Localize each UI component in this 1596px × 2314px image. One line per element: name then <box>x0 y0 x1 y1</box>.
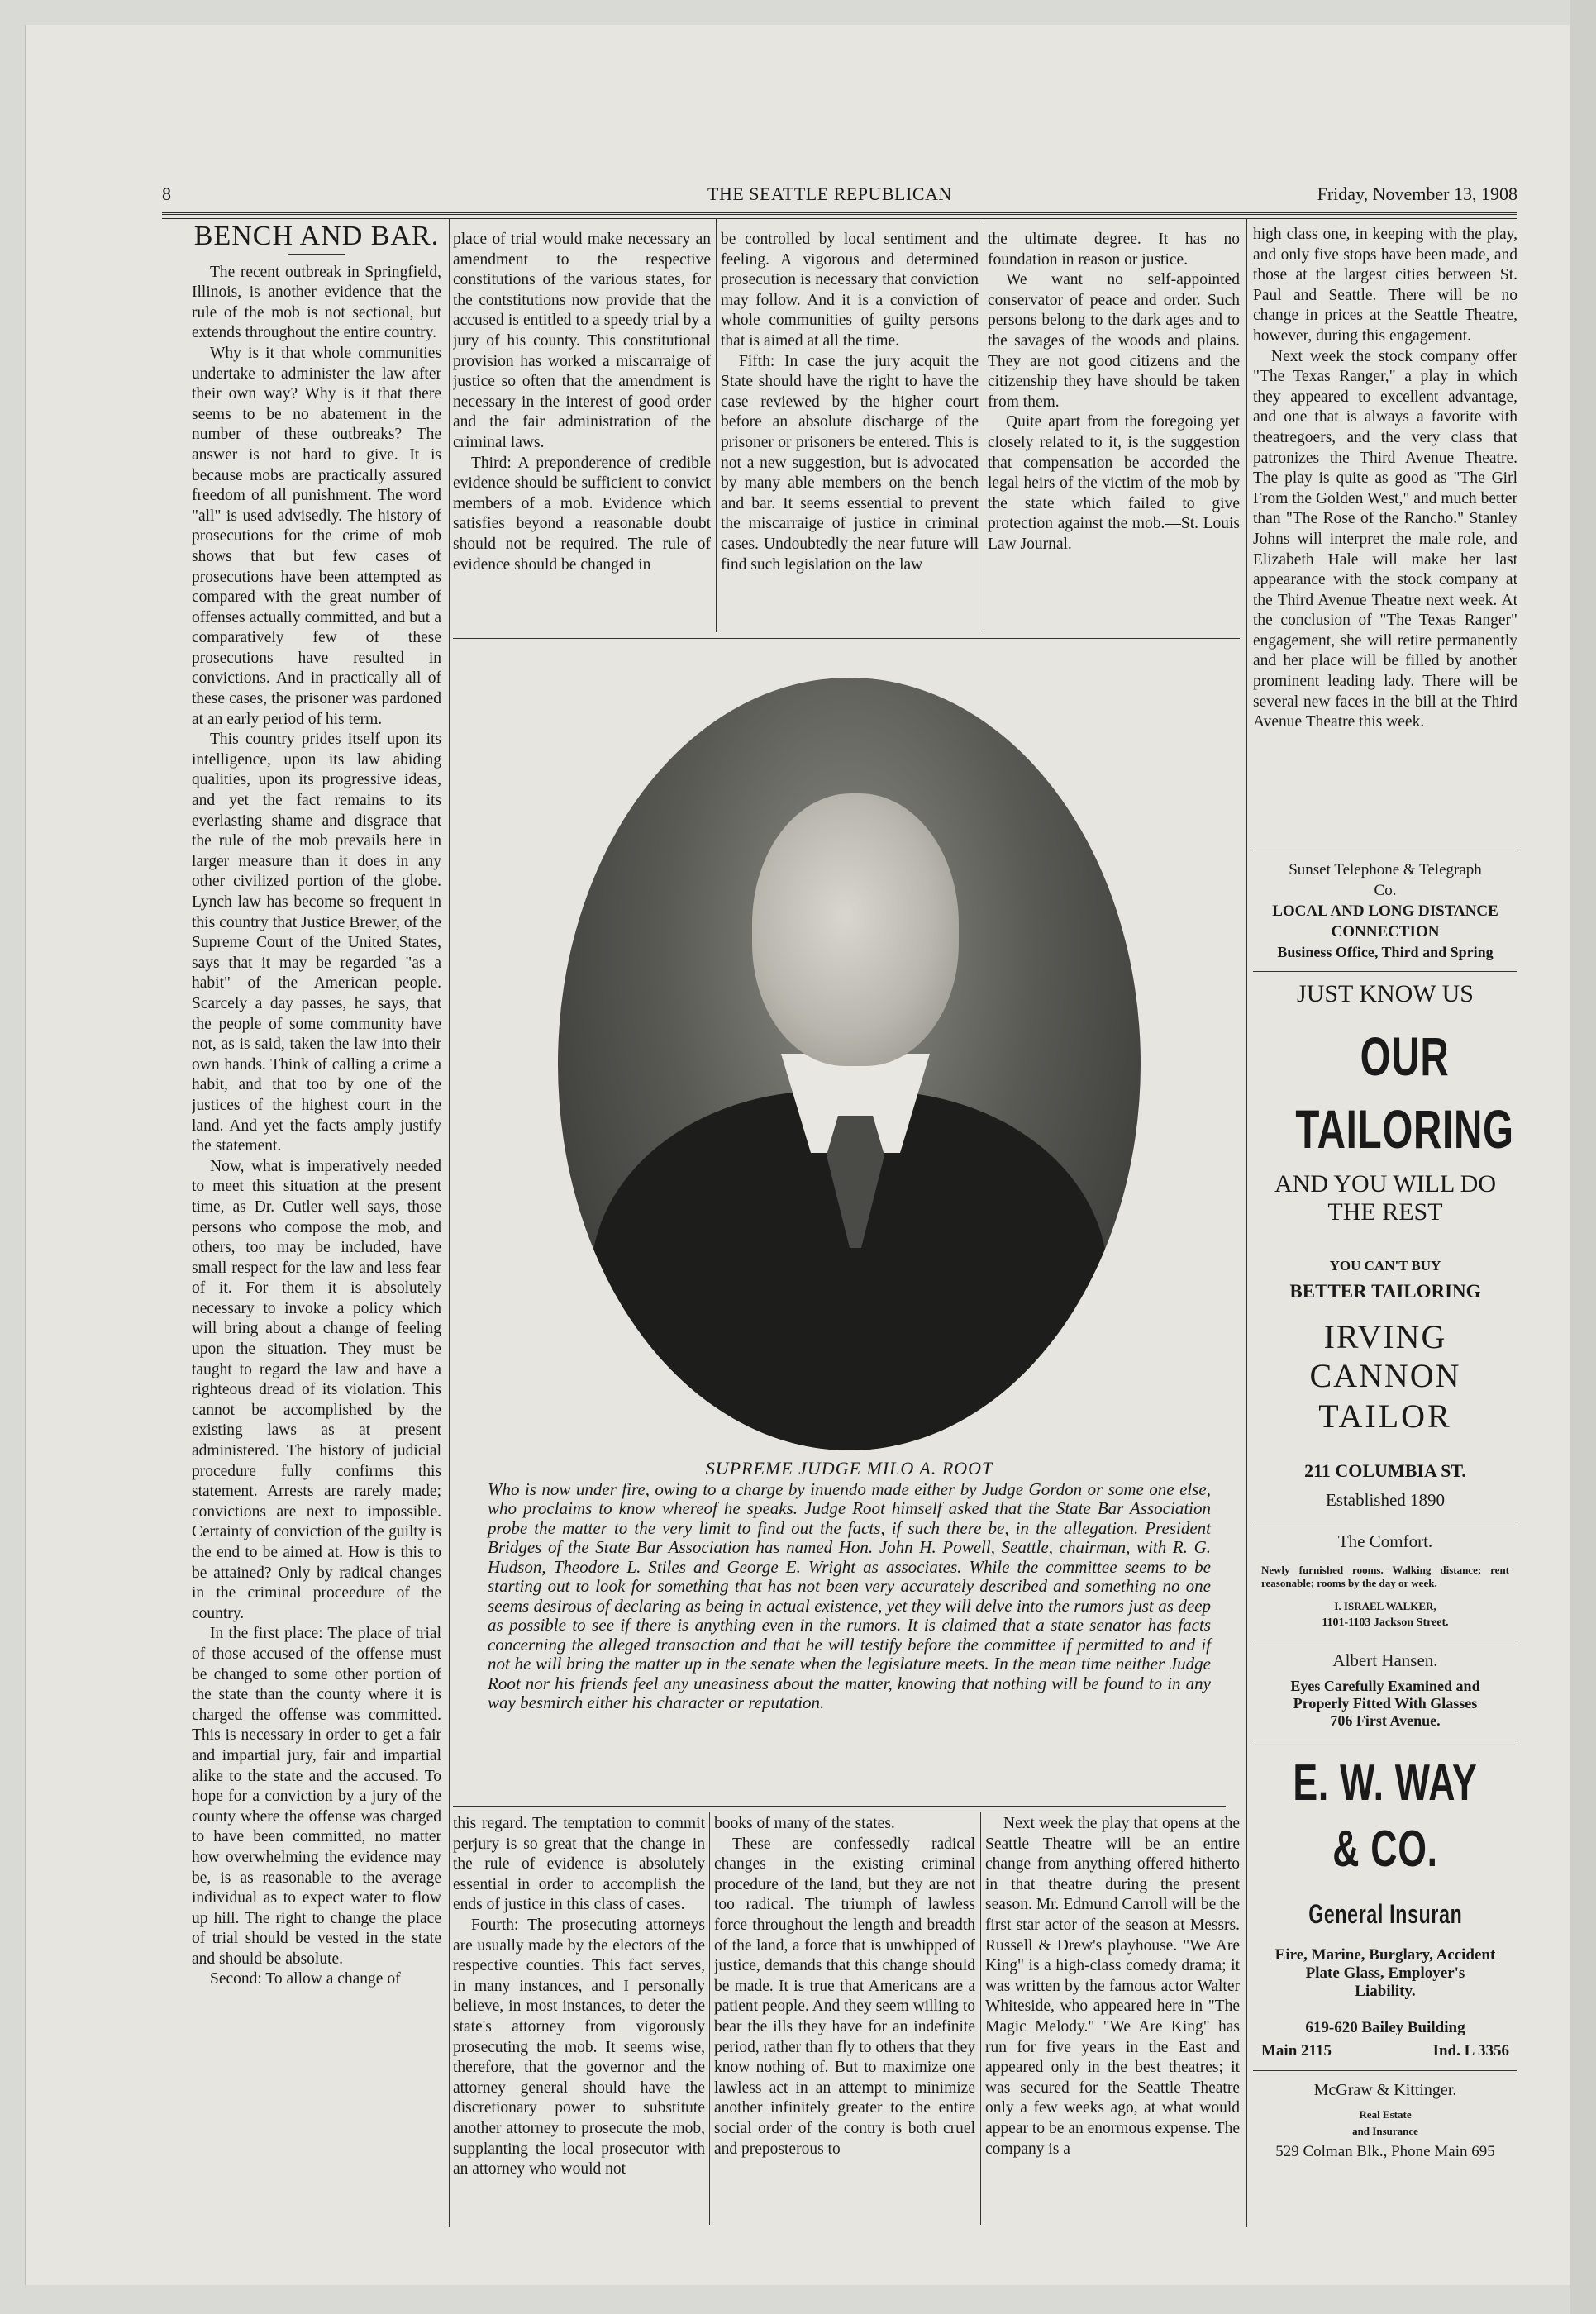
ad-line: IRVING CANNON <box>1309 1318 1461 1394</box>
ads-column <box>1253 859 1517 2161</box>
portrait-caption <box>488 1459 1211 1713</box>
caption-text: Who is now under fire, owing to a charge by inuendo made either by Judge Gordon or some one else, who proclaims to know whereof he speaks. Judge Root himself asked that the State Bar Association probe the matter to the very limit to find out the facts, if such there be, in the allegation. President Bridges of the State Bar Association has named Hon. John H. Powell, Seattle, chairman, with R. G. Hudson, Theodore L. Stiles and George E. Wright as associates. While the committee seems to be starting out to look for something that has not been very accurately described and something no one seems desirous of declaring as being in actual existence, yet they will delve into the rumors just as deep as possible to see if there is anything even in the rumors. It is claimed that a state senator has facts concerning the alleged transaction and that he will testify before the committee if permitted to and if not he will bring the matter up in the senate when the legislature meets. In the mean time neither Judge Root nor his friends feel any uneasiness about the matter, knowing that nothing will be found to in any way besmirch either his character or reputation. <box>488 1478 1211 1712</box>
ad-line: 619-620 Bailey Building <box>1305 2019 1465 2036</box>
newspaper-title: THE SEATTLE REPUBLICAN <box>707 183 952 204</box>
ad-line: 706 First Avenue. <box>1330 1712 1441 1729</box>
paragraph: Next week the play that opens at the Seattle Theatre will be an entire change from anything offered hitherto in that theatre during the present season. Mr. Edmund Carroll will be the first star actor of the season at Messrs. Russell & Drew's playhouse. "We Are King" is a high-class comedy drama; it was written by the famous actor Walter Whiteside, who appeared here in "The Magic Melody." "We Are King" has run for five years in the East and appeared only in the best theatres; it was secured for the Seattle Theatre only a few weeks ago, at what would appear to be an enormous expense. The company is a <box>985 1815 1240 2158</box>
ad-headline: OUR TAILORING <box>1295 1026 1514 1159</box>
page-number: 8 <box>162 183 171 204</box>
ad-line: BETTER TAILORING <box>1289 1281 1481 1302</box>
ad-irving-cannon-tailor <box>1253 980 1517 1511</box>
article-headline: BENCH AND BAR. <box>193 221 440 251</box>
paragraph: books of many of the states. <box>714 1815 895 1832</box>
paragraph: the ultimate degree. It has no foundation in reason or justice. <box>988 231 1240 269</box>
ad-rule <box>1253 2070 1517 2071</box>
masthead-rule <box>162 212 1517 219</box>
ad-phone: Main 2115 <box>1261 2042 1332 2059</box>
ad-line: Liability. <box>1355 1983 1416 2000</box>
ad-line: I. ISRAEL WALKER, <box>1334 1600 1436 1612</box>
ad-mcgraw-kittinger <box>1253 2081 1517 2161</box>
ad-line: Newly furnished rooms. Walking distance; rent reasonable; rooms by the day or week. <box>1261 1564 1509 1589</box>
ad-line: 1101-1103 Jackson Street. <box>1322 1616 1449 1629</box>
ad-headline: General Insuran <box>1308 1899 1463 1929</box>
ad-line: Real Estate <box>1359 2108 1412 2121</box>
ad-title: The Comfort. <box>1337 1531 1433 1551</box>
ad-line: Business Office, Third and Spring <box>1277 944 1494 960</box>
ad-line: JUST KNOW US <box>1297 980 1474 1007</box>
ad-headline: E. W. WAY & CO. <box>1293 1755 1478 1878</box>
column-rule <box>449 219 450 2227</box>
caption-title: SUPREME JUDGE MILO A. ROOT <box>705 1458 993 1478</box>
paragraph: We want no self-appointed conservator of peace and order. Such persons belong to the dark ages and to the savages of the woods and plains. They are not good citizens and the citizenship they have should be taken from them. <box>988 271 1240 411</box>
ad-ew-way <box>1253 1750 1517 2060</box>
column-1 <box>192 221 441 2226</box>
paragraph: Second: To allow a change of <box>210 1970 401 1988</box>
portrait-face <box>752 793 959 1066</box>
masthead <box>162 183 1517 207</box>
paragraph: Fourth: The prosecuting attorneys are usually made by the electors of the respective counties. This fact serves, in many instances, and I personally believe, in most instances, to deter the state's attorney from vigorously prosecuting the mob. It seems wise, therefore, that the governor and the attorney general should have the discretionary power to substitute another attorney to prosecute the mob, supplanting the local prosecutor with an attorney who would not <box>453 1916 705 2178</box>
section-rule <box>453 1806 1226 1807</box>
ad-line: and Insurance <box>1352 2125 1418 2137</box>
ad-phone: Ind. L 3356 <box>1432 2042 1509 2059</box>
column-rule <box>709 1812 710 2225</box>
ad-line: LOCAL AND LONG DISTANCE <box>1272 902 1498 920</box>
ad-line: 211 COLUMBIA ST. <box>1304 1460 1466 1481</box>
paragraph: be controlled by local sentiment and feeling. A vigorous and determined prosecution is necessary that conviction may follow. And it is a conviction of whole communities of guilty persons that is aimed at all the time. <box>721 231 979 350</box>
ad-albert-hansen <box>1253 1650 1517 1730</box>
column-3-top <box>721 230 979 635</box>
ad-line: THE REST <box>1327 1198 1443 1226</box>
paragraph: In the first place: The place of trial of those accused of the offense must be changed to some other portion of the state than the county where it is charged the offense was committed. This is necessary in order to get a fair and impartial jury, fair and impartial alike to the state and the accused. To hope for a conviction by a jury of the county where the offense was charged to have been committed, no matter how overwhelming the evidence may be, is as reasonable to the average individual as to expect water to flow up hill. The right to change the place of trial should be vested in the state and should be absolute. <box>192 1625 441 1968</box>
ad-line: YOU CAN'T BUY <box>1329 1258 1441 1274</box>
paragraph: These are confessedly radical changes in the existing criminal procedure of the land, but they are not too radical. The triumph of lawless force throughout the length and breadth of the land, a force that is unwhipped of justice, demands that this change should be made. It is true that Americans are a patient people. And they seem willing to bear the ills they have for an indefinite period, rather than fly to others that they know nothing of. But to maximize one lawless act in an attempt to minimize another infinitely greater to the entire social order of the contry is both cruel and preposterous to <box>714 1835 975 2158</box>
column-rule <box>716 219 717 632</box>
column-3-bottom <box>714 1814 975 2223</box>
column-2-top <box>453 230 711 635</box>
paragraph: this regard. The temptation to commit perjury is so great that the change in the rule of evidence is absolutely essential in order to accomplish the ends of justice in this class of cases. <box>453 1815 705 1914</box>
column-2-bottom <box>453 1814 705 2223</box>
ad-line: Plate Glass, Employer's <box>1305 1964 1465 1982</box>
paragraph: Quite apart from the foregoing yet closely related to it, is the suggestion that compensation be accorded the legal heirs of the victim of the mob by the state which failed to give protection against the mob.—St. Louis Law Journal. <box>988 413 1240 553</box>
ad-line: Eyes Carefully Examined and <box>1290 1678 1480 1694</box>
paragraph: Now, what is imperatively needed to meet this situation at the present time, as Dr. Cutler well says, those persons who compose the mob, and others, too may be included, have small respect for the law and less fear of it. For them it is absolutely necessary to invoke a policy which will bring about a change of feeling upon the situation. They must be taught to regard the law and have a righteous dread of its violation. This cannot be accomplished by the existing laws as at present administered. The history of judicial procedure fully confirms this statement. Arrests are rarely made; convictions are next to impossible. Certainty of conviction of the guilty is the end to be aimed at. How is this to be attained? Only by radical changes in the criminal proceedure of the country. <box>192 1157 441 1622</box>
page-edge <box>1570 0 1596 2314</box>
ad-line: Sunset Telephone & Telegraph <box>1289 861 1482 878</box>
paragraph: This country prides itself upon its intelligence, upon its law abiding qualities, upon its progressive ideas, and yet the fact remains to its everlasting shame and disgrace that the rule of the mob prevails here in larger measure than it does in any other civilized portion of the globe. Lynch law has become so frequent in this country that Justice Brewer, of the Supreme Court of the United States, says that it may be regarded "as a habit" of the American people. Scarcely a day passes, he says, that the people of some community have not, as is said, taken the law into their own hands. Think of calling a crime a habit, and that too by one of the justices of the highest court in the land. And yet the facts amply justify the statement. <box>192 731 441 1155</box>
paragraph: place of trial would make necessary an amendment to the respective constitutions of the various states, for the contstitutions now provide that the accused is entitled to a speedy trial by a jury of his county. This constitutional provision has worked a miscarraige of justice so often that the amendment is necessary in the interest of good order and the fair administration of the criminal laws. <box>453 231 711 451</box>
ad-line: Properly Fitted With Glasses <box>1293 1695 1478 1712</box>
paragraph: The recent outbreak in Springfield, Illinois, is another evidence that the rule of the mob is not sectional, but extends throughout the entire country. <box>192 263 441 342</box>
section-rule <box>453 638 1240 639</box>
ad-line: TAILOR <box>1318 1397 1452 1435</box>
column-4-bottom <box>985 1814 1240 2223</box>
ad-title: McGraw & Kittinger. <box>1313 2081 1457 2099</box>
column-rule <box>980 1812 981 2225</box>
headline-rule <box>288 254 345 255</box>
portrait-photo <box>558 678 1141 1450</box>
column-4-top <box>988 230 1240 635</box>
ad-line: CONNECTION <box>1331 923 1440 940</box>
ad-sunset-telephone <box>1253 859 1517 963</box>
column-5-top <box>1253 225 1517 840</box>
paragraph: Fifth: In case the jury acquit the State should have the right to have the case reviewed by the higher court before an absolute discharge of the prisoner or prisoners be entered. This is not a new suggestion, but is advocated by many able members on the bench and bar. It seems essential to prevent the miscarraige of justice in criminal cases. Undoubtedly the near future will find such legislation on the law <box>721 352 979 574</box>
ad-line: 529 Colman Blk., Phone Main 695 <box>1275 2143 1495 2160</box>
ad-line: Established 1890 <box>1325 1490 1446 1510</box>
paragraph: Why is it that whole communities undertake to administer the law after their own way? Why is it that there seems to be no abatement in the number of these outbreaks? The answer is not hard to give. It is because mobs are practically assured freedom of all punishment. The word "all" is used advisedly. The history of prosecutions for the crime of mob shows that but few cases of prosecutions have been attempted as compared with the great number of offenses actually committed, and but a comparatively few of these prosecutions have resulted in convictions. And in practically all of these cases, the prisoner was pardoned at an early period of his term. <box>192 344 441 728</box>
issue-date: Friday, November 13, 1908 <box>1317 183 1517 204</box>
ad-the-comfort <box>1253 1531 1517 1630</box>
ad-rule <box>1253 971 1517 972</box>
ad-line: AND YOU WILL DO <box>1274 1170 1496 1197</box>
column-rule <box>1246 219 1247 2227</box>
ad-title: Albert Hansen. <box>1332 1650 1438 1670</box>
paragraph: Third: A preponderence of credible evidence should be sufficient to convict members of a mob. Evidence which satisfies beyond a reasonable doubt should not be required. The rule of evidence should be changed in <box>453 454 711 574</box>
ad-line: Eire, Marine, Burglary, Accident <box>1274 1946 1496 1964</box>
paragraph: Next week the stock company offer "The Texas Ranger," a play in which they appeared to excellent advantage, and one that is always a favorite with theatregoers, and the very class that patronizes the Third Avenue Theatre. The play is quite as good as "The Girl From the Golden West," and much better than "The Rose of the Rancho." Stanley Johns will interpret the male role, and Elizabeth Hale will make her last appearance with the stock company at the Third Avenue Theatre next week. At the conclusion of "The Texas Ranger" engagement, she will retire permanently and her place will be filled by another prominent leading lady. There will be several new faces in the bill at the Third Avenue Theatre this week. <box>1253 347 1517 731</box>
paragraph: high class one, in keeping with the play, and only five stops have been made, and those at the largest cities between St. Paul and Seattle. There will be no change in prices at the Seattle Theatre, however, during this engagement. <box>1253 226 1517 345</box>
ad-line: Co. <box>1374 882 1397 899</box>
